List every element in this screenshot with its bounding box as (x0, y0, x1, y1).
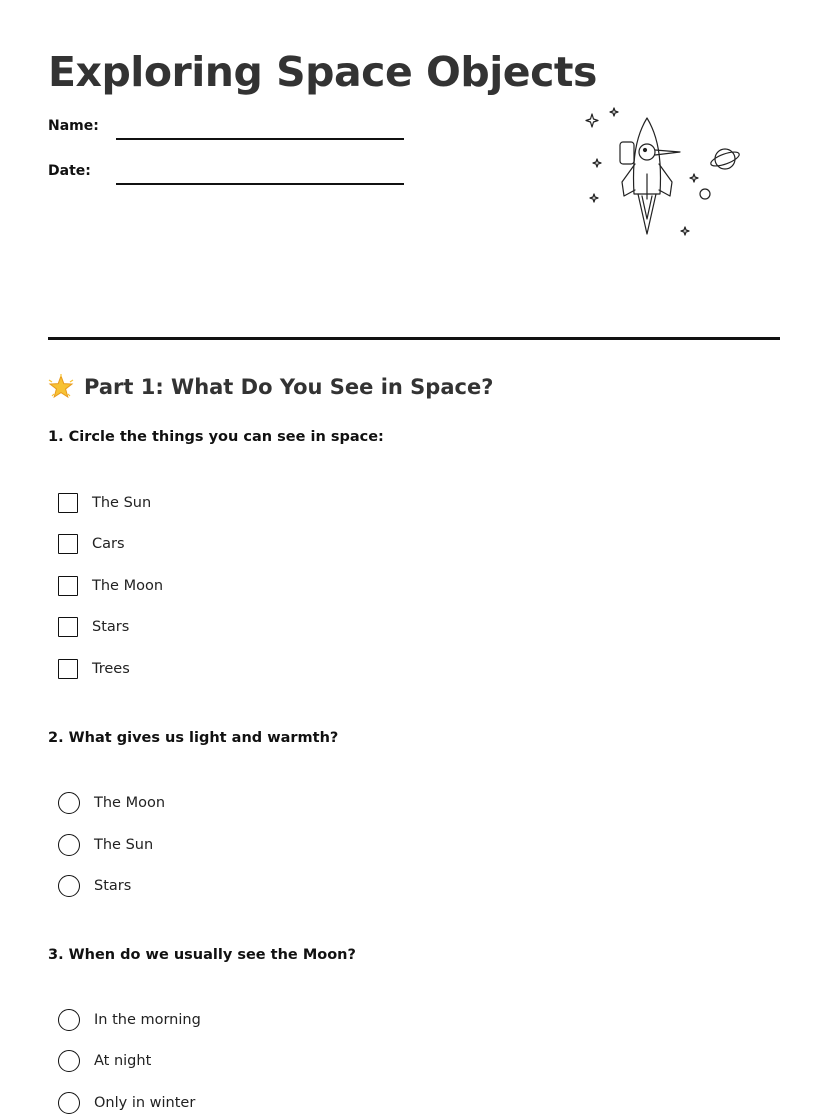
option-label: The Sun (92, 495, 152, 511)
option-label: Stars (94, 878, 132, 894)
name-field[interactable] (116, 138, 404, 140)
checkbox-option[interactable] (58, 657, 130, 681)
option-label: The Moon (92, 578, 164, 594)
name-label: Name: (48, 118, 99, 134)
radio-button[interactable] (58, 792, 80, 814)
section-divider (48, 337, 780, 340)
glowing-star-icon (48, 374, 74, 400)
radio-button[interactable] (58, 1009, 80, 1031)
option-label: Stars (92, 619, 130, 635)
radio-option[interactable] (58, 1008, 201, 1032)
rocket-icon (620, 118, 680, 234)
radio-option[interactable] (58, 1049, 151, 1073)
question-3: 3. When do we usually see the Moon? (48, 947, 356, 963)
checkbox-option[interactable] (58, 532, 125, 556)
checkbox[interactable] (58, 617, 78, 637)
rocket-illustration (580, 104, 750, 244)
radio-option[interactable] (58, 833, 153, 857)
sparkle-icon (593, 159, 601, 167)
option-label: The Sun (94, 837, 154, 853)
option-label: The Moon (94, 795, 166, 811)
option-label: Only in winter (94, 1095, 196, 1111)
checkbox-option[interactable] (58, 491, 151, 515)
sparkle-icon (690, 174, 698, 182)
ringed-planet-icon (709, 149, 741, 169)
radio-button[interactable] (58, 834, 80, 856)
option-label: At night (94, 1053, 152, 1069)
radio-button[interactable] (58, 1092, 80, 1114)
section-title-text: Part 1: What Do You See in Space? (84, 375, 494, 399)
sparkle-icon (610, 108, 618, 116)
option-label: Trees (92, 661, 130, 677)
section-title (48, 374, 493, 400)
option-label: Cars (92, 536, 125, 552)
checkbox[interactable] (58, 493, 78, 513)
radio-button[interactable] (58, 875, 80, 897)
checkbox[interactable] (58, 659, 78, 679)
small-planet-icon (700, 189, 710, 199)
question-1: 1. Circle the things you can see in space: (48, 429, 384, 445)
sparkle-icon (681, 227, 689, 235)
checkbox[interactable] (58, 534, 78, 554)
option-label: In the morning (94, 1012, 201, 1028)
checkbox[interactable] (58, 576, 78, 596)
date-field[interactable] (116, 183, 404, 185)
date-label: Date: (48, 163, 91, 179)
question-2: 2. What gives us light and warmth? (48, 730, 339, 746)
radio-option[interactable] (58, 1091, 195, 1115)
sparkle-icon (586, 114, 598, 127)
radio-option[interactable] (58, 874, 131, 898)
radio-option[interactable] (58, 791, 165, 815)
checkbox-option[interactable] (58, 574, 163, 598)
page-title: Exploring Space Objects (48, 48, 597, 96)
checkbox-option[interactable] (58, 615, 129, 639)
sparkle-icon (590, 194, 598, 202)
radio-button[interactable] (58, 1050, 80, 1072)
